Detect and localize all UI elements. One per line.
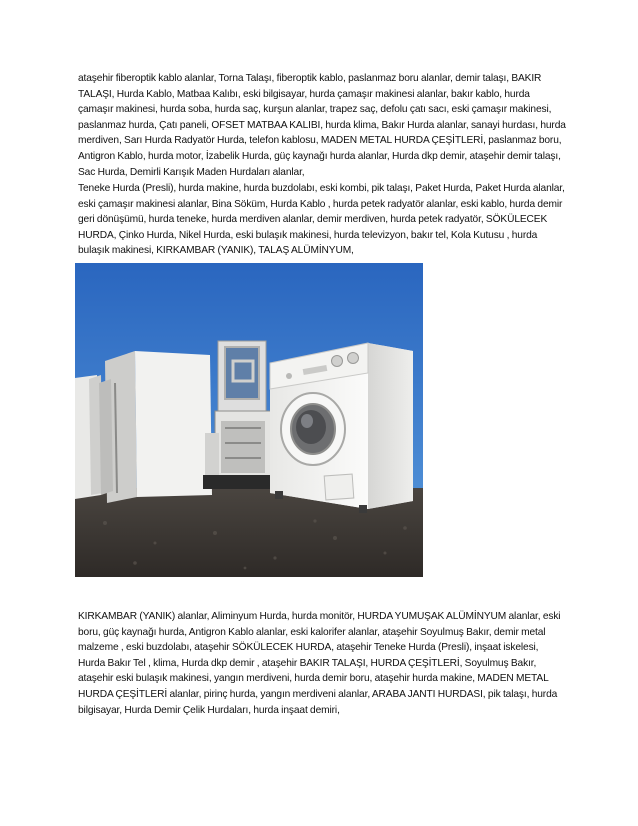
paragraph-2: Teneke Hurda (Presli), hurda makine, hurda buzdolabı, eski kombi, pik talaşı, Paket Hurda, Paket Hurda alanlar, eski çamaşır makinesi alanlar, Bina Söküm, Hurda Kablo , hurda petek radyatör alanlar, eski kablo, hurda demir geri dönüşümü, hurda teneke, hurda merdiven alanlar, demir merdiven, hurda petek radyatör, SÖKÜLECEK HURDA, Çinko Hurda, Nikel Hurda, eski bulaşık makinesi, hurda televizyon, bakır tel, Kola Kutusu , hurda bulaşık makinesi, KIRKAMBAR (YANIK), TALAŞ ALÜMİNYUM, bbox=[78, 183, 565, 257]
paragraph-3: KIRKAMBAR (YANIK) alanlar, Aliminyum Hurda, hurda monitör, HURDA YUMUŞAK ALÜMİNYUM alanlar, eski boru, güç kaynağı hurda, Antigron Kablo alanlar, eski kalorifer alanlar, ataşehir Soyulmuş Bakır, demir metal malzeme , eski buzdolabı, ataşehir SÖKÜLECEK HURDA, ataşehir Teneke Hurda (Presli), inşaat iskelesi, Hurda Bakır Tel , klima, Hurda dkp demir , ataşehir BAKIR TALAŞI, HURDA ÇEŞİTLERİ, Soyulmuş Bakır, ataşehir eski bulaşık makinesi, yangın merdiveni, hurda demir boru, ataşehir hurda makine, MADEN METAL HURDA ÇEŞİTLERİ alanlar, pirinç hurda, yangın merdiveni alanlar, ARABA JANTI HURDASI, pik talaşı, hurda bilgisayar, Hurda Demir Çelik Hurdaları, hurda inşaat demiri, bbox=[78, 611, 561, 716]
paragraph-1: ataşehir fiberoptik kablo alanlar, Torna Talaşı, fiberoptik kablo, paslanmaz boru alanlar, demir talaşı, BAKIR TALAŞI, Hurda Kablo, Matbaa Kalıbı, eski bilgisayar, hurda çamaşır makinesi alanlar, bakır kablo, hurda çamaşır makinesi, hurda soba, hurda saç, kurşun alanlar, trapez saç, defolu çatı sacı, eski çamaşır makinesi, paslanmaz hurda, Çatı paneli, OFSET MATBAA KALIBI, hurda klima, Bakır Hurda alanlar, sanayi hurdası, hurda merdiven, Sarı Hurda Radyatör Hurda, telefon kablosu, MADEN METAL HURDA ÇEŞİTLERİ, paslanmaz boru, Antigron Kablo, hurda motor, İzabelik Hurda, güç kaynağı hurda alanlar, Hurda dkp demir, ataşehir demir talaşı, Sac Hurda, Demirli Karışık Maden Hurdaları alanlar, bbox=[78, 73, 566, 178]
washing-machine bbox=[270, 343, 413, 513]
scrap-appliances-photo bbox=[75, 263, 423, 577]
